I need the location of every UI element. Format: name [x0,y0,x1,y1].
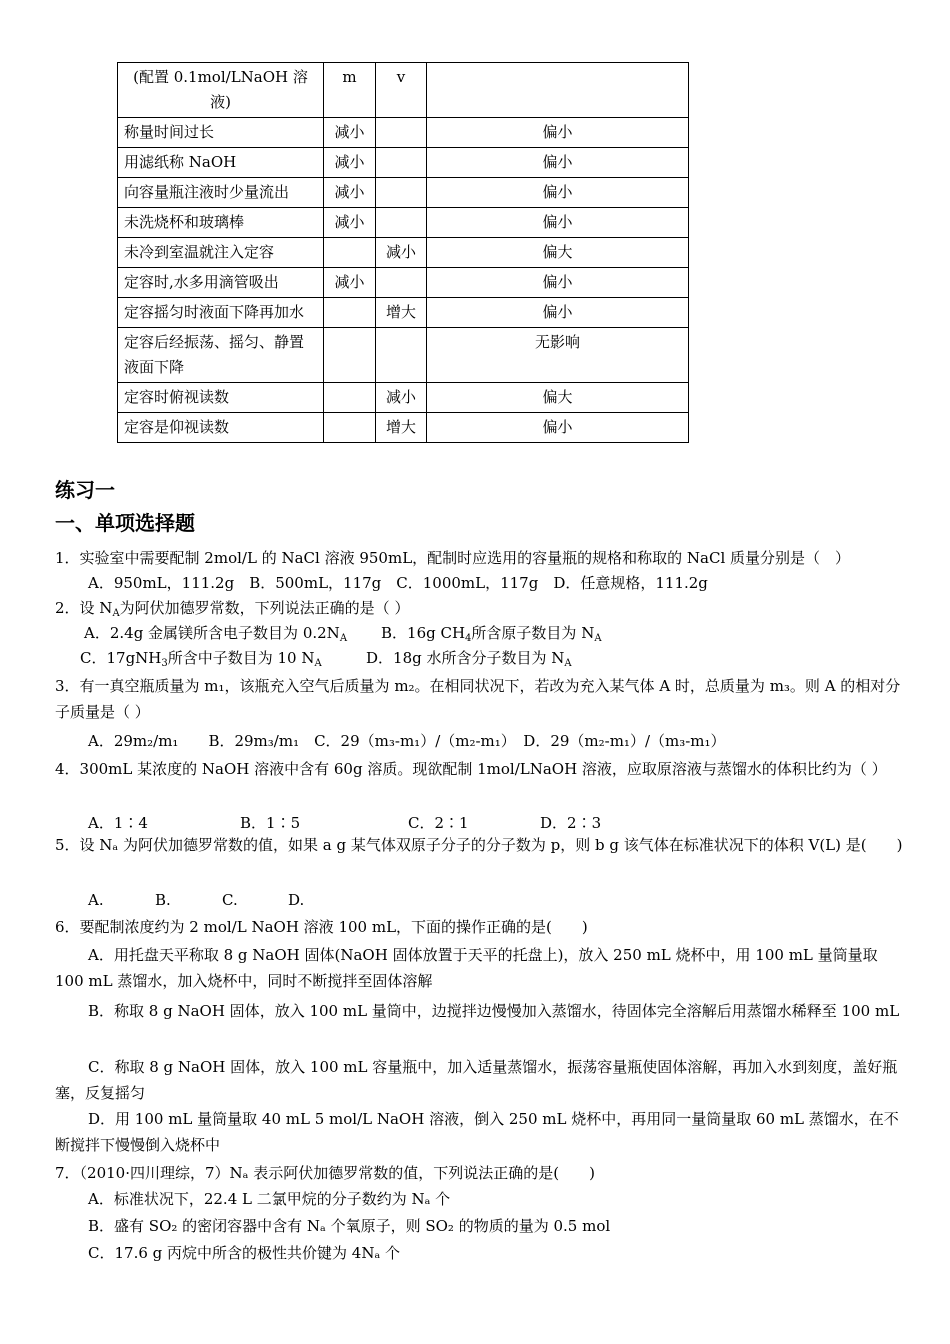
question-4-stem: 4．300mL 某浓度的 NaOH 溶液中含有 60g 溶质。现欲配制 1mol/LNaOH 溶液，应取原溶液与蒸馏水的体积比约为（ ） [55,760,887,778]
question-2-option-d: D．18g 水所含分子数目为 $N_A$ [366,649,572,669]
table-cell: 偏小 [427,298,689,328]
question-2-option-c: C．17gNH$_3$所含中子数目为 10 $N_A$ [80,649,322,669]
question-7-option-c: C．17.6 g 丙烷中所含的极性共价键为 4Nₐ 个 [88,1244,401,1262]
table-cell: (配置 0.1mol/LNaOH 溶液) [118,63,324,118]
table-cell: 减小 [324,118,376,148]
table-cell: 定容是仰视读数 [118,413,324,443]
table-header-row [118,63,689,118]
table-cell: 减小 [324,148,376,178]
question-2-stem: 2．设 $N_A$为阿伏加德罗常数，下列说法正确的是（ ） [55,599,410,619]
table-cell: 偏小 [427,208,689,238]
question-1-stem: 1．实验室中需要配制 2mol/L 的 NaCl 溶液 950mL，配制时应选用的容量瓶的规格和称取的 NaCl 质量分别是（ ） [55,549,851,567]
table-cell [376,268,427,298]
table-cell: 定容时俯视读数 [118,383,324,413]
question-6-option-d: D．用 100 mL 量筒量取 40 mL 5 mol/L NaOH 溶液，倒入 250 mL 烧杯中，再用同一量筒量取 60 mL 蒸馏水，在不断搅拌下慢慢倒入烧杯中 [55,1110,899,1154]
question-6-stem: 6．要配制浓度约为 2 mol/L NaOH 溶液 100 mL，下面的操作正确的是( ) [55,918,588,936]
question-7-option-b: B．盛有 SO₂ 的密闭容器中含有 Nₐ 个氧原子，则 SO₂ 的物质的量为 0.5 mol [88,1217,611,1235]
question-4-option-a: A．1∶4 [88,814,148,832]
table-cell: 偏大 [427,383,689,413]
table-cell [324,238,376,268]
table-cell: 增大 [376,298,427,328]
question-4-option-b: B．1∶5 [240,814,301,832]
question-5-stem: 5．设 Nₐ 为阿伏加德罗常数的值，如果 a g 某气体双原子分子的分子数为 p，则 b g 该气体在标准状况下的体积 V(L) 是( ) [55,836,903,854]
table-cell: 向容量瓶注液时少量流出 [118,178,324,208]
question-7-option-a: A．标准状况下，22.4 L 二氯甲烷的分子数约为 Nₐ 个 [88,1190,451,1208]
table-cell: 未洗烧杯和玻璃棒 [118,208,324,238]
question-4-option-d: D．2∶3 [540,814,602,832]
table-row [118,383,689,413]
question-5-option-a: A. [88,891,104,909]
practice-heading: 练习一 [55,478,115,502]
table-cell: 偏小 [427,118,689,148]
table-cell: 定容后经振荡、摇匀、静置液面下降 [118,328,324,383]
table-row [118,298,689,328]
table-cell: 偏小 [427,178,689,208]
table-cell: m [324,63,376,118]
question-5-option-b: B. [155,891,171,909]
table-cell: 偏小 [427,148,689,178]
table-cell: 减小 [376,238,427,268]
question-5-option-c: C. [222,891,238,909]
table-cell: 未冷到室温就注入定容 [118,238,324,268]
table-cell: 无影响 [427,328,689,383]
question-3-options: A．29m₂/m₁ B．29m₃/m₁ C．29（m₃-m₁）/（m₂-m₁） D．29（m₂-m₁）/（m₃-m₁） [88,732,726,750]
table-cell: 称量时间过长 [118,118,324,148]
table-cell: 偏小 [427,413,689,443]
question-3-stem: 3．有一真空瓶质量为 m₁，该瓶充入空气后质量为 m₂。在相同状况下，若改为充入某气体 A 时，总质量为 m₃。则 A 的相对分子质量是（ ） [55,677,901,721]
table-cell [324,383,376,413]
table-cell: 减小 [324,268,376,298]
question-4-option-c: C．2∶1 [408,814,469,832]
table-cell: 减小 [376,383,427,413]
table-row [118,148,689,178]
question-5-option-d: D. [288,891,305,909]
section-heading: 一、单项选择题 [55,511,195,535]
question-6-option-a: A．用托盘天平称取 8 g NaOH 固体(NaOH 固体放置于天平的托盘上)，放入 250 mL 烧杯中，用 100 mL 量筒量取 100 mL 蒸馏水，加入烧杯中，同时不断搅拌至固体溶解 [55,946,878,990]
question-7-stem: 7．（2010·四川理综，7）Nₐ 表示阿伏加德罗常数的值，下列说法正确的是( ) [55,1164,595,1182]
table-cell: v [376,63,427,118]
table-cell: 用滤纸称 NaOH [118,148,324,178]
table-cell [376,328,427,383]
table-cell: 增大 [376,413,427,443]
table-cell: 偏小 [427,268,689,298]
table-row [118,118,689,148]
question-6-option-b: B．称取 8 g NaOH 固体，放入 100 mL 量筒中，边搅拌边慢慢加入蒸馏水，待固体完全溶解后用蒸馏水稀释至 100 mL [88,1002,900,1020]
table-cell: 减小 [324,178,376,208]
table-row [118,208,689,238]
table-row [118,178,689,208]
table-cell: 减小 [324,208,376,238]
table-row [118,238,689,268]
table-cell [427,63,689,118]
table-cell [324,328,376,383]
question-6-option-c: C．称取 8 g NaOH 固体，放入 100 mL 容量瓶中，加入适量蒸馏水，振荡容量瓶使固体溶解，再加入水到刻度，盖好瓶塞，反复摇匀 [55,1058,898,1102]
question-2-option-b: B．16g $CH_4$所含原子数目为 $N_A$ [381,624,602,644]
table-cell [376,208,427,238]
question-1-options: A．950mL，111.2g B．500mL，117g C．1000mL，117g D．任意规格，111.2g [88,574,708,592]
table-cell [376,148,427,178]
table-row [118,413,689,443]
table-cell: 偏大 [427,238,689,268]
table-cell: 定容摇匀时液面下降再加水 [118,298,324,328]
table-cell [324,413,376,443]
table-row [118,268,689,298]
table-cell: 定容时,水多用滴管吸出 [118,268,324,298]
table-cell [376,178,427,208]
table-cell [324,298,376,328]
table-row [118,328,689,383]
error-analysis-table [117,62,689,443]
question-2-option-a: A．2.4g 金属镁所含电子数目为 $0.2N_A$ [84,624,348,644]
table-cell [376,118,427,148]
